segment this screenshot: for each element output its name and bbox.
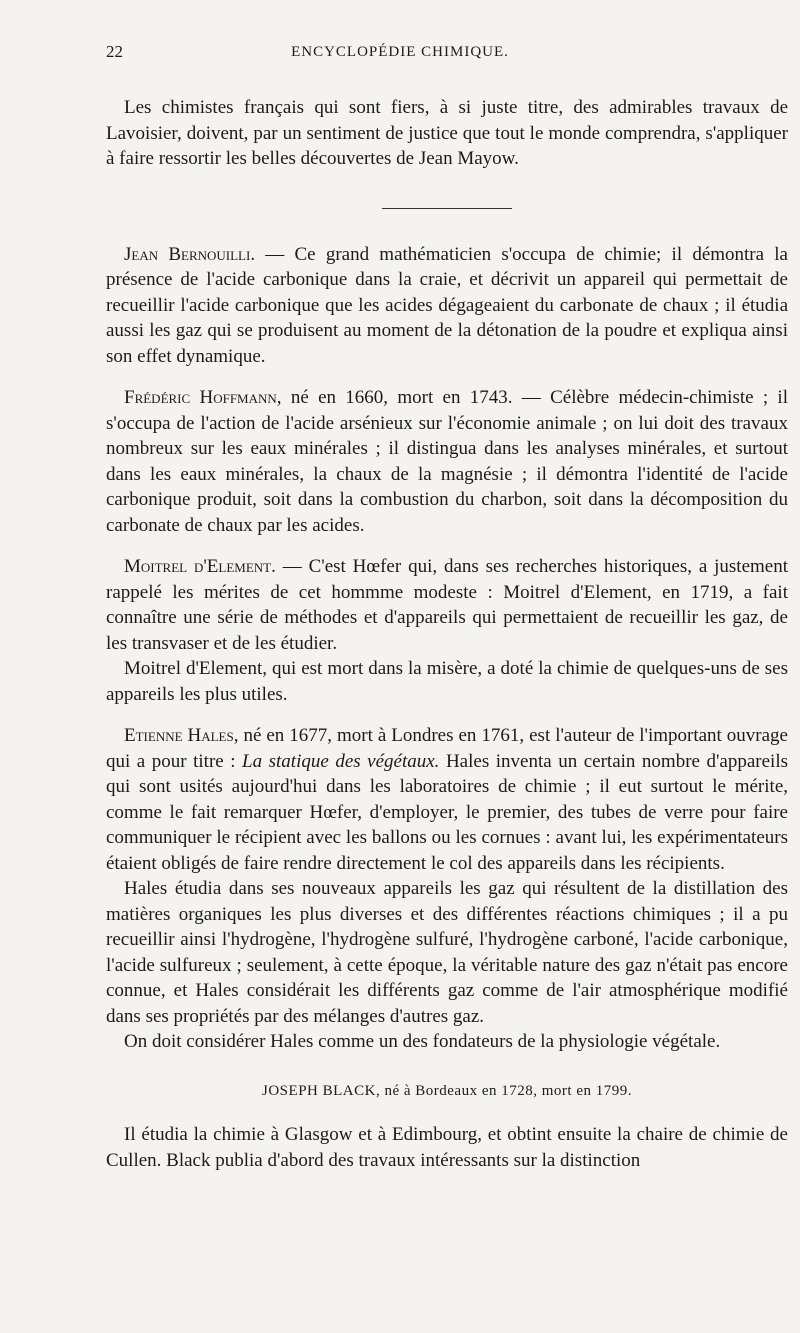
entry-text-bernouilli: — Ce grand mathématicien s'occupa de chimie; il démontra la présence de l'acide carbonique dans la craie, et décrivit un appareil qui permettait de recueillir l'acide carbonique que les acides dégageaient du carbonate de chaux ; il étudia aussi les gaz qui se produisent au moment de la détonation de la poudre et expliqua ainsi son effet dynamique. (106, 243, 788, 367)
entry-text-hoffmann: né en 1660, mort en 1743. — Célèbre médecin-chimiste ; il s'occupa de l'action de l'acide arsénieux sur l'économie animale ; on lui doit des travaux nombreux sur les eaux minérales ; il distingua dans les analyses minérales, et surtout dans les eaux minérales, la chaux de la magnésie ; il démontra l'identité de l'acide carbonique produit, soit dans la combustion du charbon, soit dans la décomposition du carbonate de chaux par les acides. (106, 387, 788, 536)
paragraph-bernouilli (106, 242, 788, 370)
running-title: ENCYCLOPÉDIE CHIMIQUE. (291, 44, 509, 60)
paragraph-moitrel (106, 554, 788, 656)
entry-text-hales-1: né en 1677, mort à Londres en 1761, est l'auteur de l'important ouvrage qui a pour titre : (106, 725, 788, 772)
entry-text-moitrel: — C'est Hœfer qui, dans ses recherches historiques, a justement rappelé les mérites de cet hommme modeste : Moitrel d'Element, en 1719, a fait connaître une série de méthodes et d'appareils qui permettaient de recueillir les gaz, de les transvaser et de les étudier. (106, 556, 789, 654)
paragraph-hoffmann (106, 385, 788, 538)
paragraph-black: Il étudia la chimie à Glasgow et à Edimbourg, et obtint ensuite la chaire de chimie de Cullen. Black publia d'abord des travaux intéressants sur la distinction (106, 1124, 788, 1171)
section-heading-black: JOSEPH BLACK, né à Bordeaux en 1728, mort en 1799. (262, 1082, 632, 1099)
page-header (0, 42, 800, 66)
entry-name-moitrel: Moitrel d'Element. (124, 556, 276, 577)
book-title: La statique des végétaux. (242, 750, 440, 772)
entry-name-bernouilli: Jean Bernouilli. (124, 243, 256, 265)
page-body (106, 95, 788, 1173)
paragraph-lavoisier-mayow: Les chimistes français qui sont fiers, à si juste titre, des admirables travaux de Lavoisier, doivent, par un sentiment de justice que tout le monde comprendra, s'appliquer à faire ressortir les belles découvertes de Jean Mayow. (106, 97, 788, 169)
entry-name-hales: Etienne Hales, (124, 725, 239, 746)
section-divider (382, 208, 512, 209)
page-number: 22 (106, 42, 123, 61)
entry-name-hoffmann: Frédéric Hoffmann, (124, 387, 282, 408)
paragraph-hales-3: On doit considérer Hales comme un des fondateurs de la physiologie végétale. (124, 1031, 721, 1052)
paragraph-moitrel-2: Moitrel d'Element, qui est mort dans la misère, a doté la chimie de quelques-uns de ses appareils les plus utiles. (106, 658, 788, 705)
paragraph-hales (106, 723, 788, 876)
paragraph-hales-2: Hales étudia dans ses nouveaux appareils les gaz qui résultent de la distillation des matières organiques les plus diverses et des différentes réactions chimiques ; il a pu recueillir ainsi l'hydrogène, l'hydrogène sulfuré, l'hydrogène carboné, l'acide carbonique, l'acide sulfureux ; seulement, à cette époque, la véritable nature des gaz n'était pas encore connue, et Hales considérait les différents gaz comme de l'air atmosphérique modifié dans ses propriétés par des mélanges d'autres gaz. (106, 878, 788, 1027)
entry-text-hales-2: Hales inventa un certain nombre d'appareils qui sont usités aujourd'hui dans les laboratoires de chimie ; il eut surtout le mérite, comme le fait remarquer Hœfer, d'employer, le premier, des tubes de verre pour faire communiquer le récipient avec les ballons ou les cornues : avant lui, les expérimentateurs étaient obligés de faire rendre directement le col des appareils dans les récipients. (106, 750, 788, 874)
